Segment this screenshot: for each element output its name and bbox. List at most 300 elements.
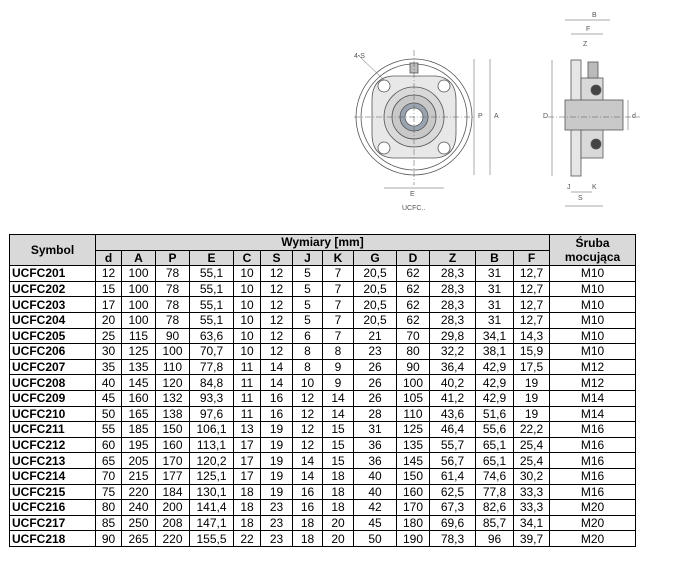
value-cell: 26 [354, 375, 397, 391]
value-cell: 41,2 [430, 390, 476, 406]
value-cell: 17 [234, 437, 261, 453]
value-cell: 9 [323, 359, 354, 375]
value-cell: 77,8 [190, 359, 234, 375]
value-cell: 23 [261, 515, 293, 531]
value-cell: 70 [397, 328, 430, 344]
symbol-cell: UCFC202 [10, 281, 96, 297]
value-cell: 180 [397, 515, 430, 531]
value-cell: 70 [96, 468, 122, 484]
screw-cell: M10 [550, 281, 636, 297]
value-cell: 65 [96, 453, 122, 469]
column-header-D: D [397, 250, 430, 266]
value-cell: 18 [234, 515, 261, 531]
value-cell: 125 [397, 422, 430, 438]
value-cell: 78,3 [430, 531, 476, 547]
value-cell: 31 [476, 281, 514, 297]
screw-cell: M12 [550, 375, 636, 391]
value-cell: 25,4 [514, 437, 550, 453]
symbol-cell: UCFC213 [10, 453, 96, 469]
value-cell: 15 [323, 453, 354, 469]
value-cell: 14 [261, 375, 293, 391]
value-cell: 12 [293, 422, 323, 438]
value-cell: 8 [293, 359, 323, 375]
value-cell: 12 [293, 390, 323, 406]
label-d-housing: D [543, 113, 549, 120]
value-cell: 132 [156, 390, 190, 406]
value-cell: 135 [397, 437, 430, 453]
column-header-C: C [234, 250, 261, 266]
label-k: K [592, 184, 597, 191]
table-row [10, 328, 636, 344]
symbol-cell: UCFC214 [10, 468, 96, 484]
screw-cell: M14 [550, 390, 636, 406]
value-cell: 90 [397, 359, 430, 375]
value-cell: 10 [234, 328, 261, 344]
label-e: E [410, 191, 415, 198]
value-cell: 12 [96, 266, 122, 282]
value-cell: 160 [156, 437, 190, 453]
value-cell: 25,4 [514, 453, 550, 469]
value-cell: 19 [261, 468, 293, 484]
value-cell: 13 [234, 422, 261, 438]
label-a: A [494, 113, 499, 120]
value-cell: 56,7 [430, 453, 476, 469]
value-cell: 10 [234, 344, 261, 360]
value-cell: 19 [261, 484, 293, 500]
value-cell: 22,2 [514, 422, 550, 438]
value-cell: 7 [323, 281, 354, 297]
value-cell: 147,1 [190, 515, 234, 531]
symbol-cell: UCFC208 [10, 375, 96, 391]
value-cell: 10 [234, 281, 261, 297]
value-cell: 170 [156, 453, 190, 469]
value-cell: 45 [354, 515, 397, 531]
value-cell: 80 [96, 500, 122, 516]
value-cell: 93,3 [190, 390, 234, 406]
column-header-K: K [323, 250, 354, 266]
value-cell: 26 [354, 390, 397, 406]
value-cell: 84,8 [190, 375, 234, 391]
symbol-cell: UCFC216 [10, 500, 96, 516]
value-cell: 20 [323, 531, 354, 547]
value-cell: 100 [122, 281, 156, 297]
column-header-J: J [293, 250, 323, 266]
value-cell: 35 [96, 359, 122, 375]
value-cell: 7 [323, 266, 354, 282]
value-cell: 60 [96, 437, 122, 453]
value-cell: 155,5 [190, 531, 234, 547]
dimensions-table [9, 234, 636, 547]
screw-cell: M16 [550, 453, 636, 469]
value-cell: 42 [354, 500, 397, 516]
value-cell: 100 [156, 344, 190, 360]
column-header-G: G [354, 250, 397, 266]
value-cell: 110 [156, 359, 190, 375]
value-cell: 105 [397, 390, 430, 406]
value-cell: 28 [354, 406, 397, 422]
value-cell: 67,3 [430, 500, 476, 516]
side-view [548, 20, 640, 206]
screw-cell: M10 [550, 266, 636, 282]
value-cell: 31 [476, 297, 514, 313]
value-cell: 19 [514, 390, 550, 406]
value-cell: 150 [156, 422, 190, 438]
value-cell: 36,4 [430, 359, 476, 375]
value-cell: 20 [96, 312, 122, 328]
value-cell: 82,6 [476, 500, 514, 516]
value-cell: 55,6 [476, 422, 514, 438]
table-row [10, 406, 636, 422]
value-cell: 38,1 [476, 344, 514, 360]
value-cell: 15,9 [514, 344, 550, 360]
value-cell: 18 [234, 484, 261, 500]
table-row [10, 453, 636, 469]
value-cell: 190 [397, 531, 430, 547]
value-cell: 74,6 [476, 468, 514, 484]
value-cell: 75 [96, 484, 122, 500]
value-cell: 23 [261, 531, 293, 547]
value-cell: 215 [122, 468, 156, 484]
table-row [10, 515, 636, 531]
value-cell: 160 [397, 484, 430, 500]
header-row-columns [10, 250, 636, 266]
column-header-S: S [261, 250, 293, 266]
value-cell: 19 [261, 453, 293, 469]
value-cell: 30,2 [514, 468, 550, 484]
value-cell: 20,5 [354, 266, 397, 282]
symbol-cell: UCFC205 [10, 328, 96, 344]
symbol-cell: UCFC211 [10, 422, 96, 438]
label-j: J [567, 184, 571, 191]
value-cell: 78 [156, 281, 190, 297]
value-cell: 31 [354, 422, 397, 438]
table-row [10, 531, 636, 547]
value-cell: 195 [122, 437, 156, 453]
value-cell: 20 [323, 515, 354, 531]
value-cell: 11 [234, 375, 261, 391]
value-cell: 36 [354, 437, 397, 453]
symbol-cell: UCFC218 [10, 531, 96, 547]
value-cell: 14 [261, 359, 293, 375]
value-cell: 85 [96, 515, 122, 531]
value-cell: 20,5 [354, 312, 397, 328]
value-cell: 29,8 [430, 328, 476, 344]
table-row [10, 344, 636, 360]
value-cell: 220 [122, 484, 156, 500]
value-cell: 32,2 [430, 344, 476, 360]
screw-cell: M16 [550, 422, 636, 438]
value-cell: 78 [156, 266, 190, 282]
value-cell: 100 [122, 312, 156, 328]
value-cell: 50 [96, 406, 122, 422]
value-cell: 106,1 [190, 422, 234, 438]
value-cell: 10 [234, 266, 261, 282]
screw-cell: M10 [550, 312, 636, 328]
value-cell: 14 [293, 468, 323, 484]
value-cell: 40 [354, 468, 397, 484]
value-cell: 50 [354, 531, 397, 547]
value-cell: 170 [397, 500, 430, 516]
value-cell: 250 [122, 515, 156, 531]
value-cell: 21 [354, 328, 397, 344]
value-cell: 17 [96, 297, 122, 313]
value-cell: 165 [122, 406, 156, 422]
front-view [354, 50, 490, 188]
value-cell: 205 [122, 453, 156, 469]
table-row [10, 422, 636, 438]
value-cell: 138 [156, 406, 190, 422]
screw-cell: M10 [550, 344, 636, 360]
symbol-cell: UCFC212 [10, 437, 96, 453]
value-cell: 62,5 [430, 484, 476, 500]
table-row [10, 484, 636, 500]
value-cell: 10 [293, 375, 323, 391]
table-row [10, 359, 636, 375]
table-row [10, 437, 636, 453]
value-cell: 46,4 [430, 422, 476, 438]
value-cell: 85,7 [476, 515, 514, 531]
value-cell: 141,4 [190, 500, 234, 516]
value-cell: 220 [156, 531, 190, 547]
symbol-cell: UCFC209 [10, 390, 96, 406]
value-cell: 6 [293, 328, 323, 344]
value-cell: 115 [122, 328, 156, 344]
value-cell: 16 [293, 484, 323, 500]
value-cell: 20,5 [354, 297, 397, 313]
value-cell: 16 [261, 390, 293, 406]
symbol-cell: UCFC201 [10, 266, 96, 282]
value-cell: 18 [293, 531, 323, 547]
value-cell: 40,2 [430, 375, 476, 391]
value-cell: 30 [96, 344, 122, 360]
value-cell: 33,3 [514, 484, 550, 500]
value-cell: 42,9 [476, 375, 514, 391]
value-cell: 23 [354, 344, 397, 360]
symbol-cell: UCFC203 [10, 297, 96, 313]
header-row-top [10, 235, 636, 251]
value-cell: 28,3 [430, 281, 476, 297]
value-cell: 31 [476, 312, 514, 328]
drawing-caption: UCFC.. [402, 205, 426, 212]
value-cell: 177 [156, 468, 190, 484]
label-b: B [592, 12, 597, 19]
value-cell: 19 [514, 406, 550, 422]
value-cell: 185 [122, 422, 156, 438]
label-f: F [586, 26, 591, 33]
value-cell: 97,6 [190, 406, 234, 422]
screw-cell: M14 [550, 406, 636, 422]
value-cell: 19 [261, 422, 293, 438]
value-cell: 20,5 [354, 281, 397, 297]
value-cell: 8 [323, 344, 354, 360]
value-cell: 12,7 [514, 281, 550, 297]
value-cell: 26 [354, 359, 397, 375]
value-cell: 77,8 [476, 484, 514, 500]
value-cell: 145 [397, 453, 430, 469]
value-cell: 12 [261, 344, 293, 360]
value-cell: 12 [261, 312, 293, 328]
value-cell: 7 [323, 328, 354, 344]
value-cell: 240 [122, 500, 156, 516]
value-cell: 69,6 [430, 515, 476, 531]
value-cell: 90 [156, 328, 190, 344]
screw-cell: M20 [550, 500, 636, 516]
value-cell: 120 [156, 375, 190, 391]
value-cell: 28,3 [430, 312, 476, 328]
value-cell: 33,3 [514, 500, 550, 516]
value-cell: 15 [323, 422, 354, 438]
screw-cell: M20 [550, 531, 636, 547]
value-cell: 55,7 [430, 437, 476, 453]
value-cell: 11 [234, 390, 261, 406]
value-cell: 16 [261, 406, 293, 422]
value-cell: 14,3 [514, 328, 550, 344]
column-header-Z: Z [430, 250, 476, 266]
screw-cell: M16 [550, 437, 636, 453]
value-cell: 70,7 [190, 344, 234, 360]
value-cell: 55,1 [190, 266, 234, 282]
value-cell: 28,3 [430, 266, 476, 282]
value-cell: 19 [514, 375, 550, 391]
value-cell: 18 [234, 500, 261, 516]
value-cell: 28,3 [430, 297, 476, 313]
value-cell: 16 [293, 500, 323, 516]
value-cell: 10 [234, 297, 261, 313]
value-cell: 160 [122, 390, 156, 406]
value-cell: 12 [293, 406, 323, 422]
value-cell: 62 [397, 281, 430, 297]
value-cell: 22 [234, 531, 261, 547]
label-d-bore: d [632, 113, 636, 120]
value-cell: 18 [293, 515, 323, 531]
value-cell: 14 [293, 453, 323, 469]
header-screw: Śruba mocująca [550, 235, 636, 266]
symbol-cell: UCFC207 [10, 359, 96, 375]
symbol-cell: UCFC217 [10, 515, 96, 531]
value-cell: 40 [354, 484, 397, 500]
value-cell: 200 [156, 500, 190, 516]
value-cell: 7 [323, 312, 354, 328]
value-cell: 135 [122, 359, 156, 375]
value-cell: 34,1 [476, 328, 514, 344]
screw-cell: M16 [550, 468, 636, 484]
value-cell: 90 [96, 531, 122, 547]
value-cell: 40 [96, 375, 122, 391]
table-row [10, 281, 636, 297]
table-row [10, 500, 636, 516]
value-cell: 5 [293, 281, 323, 297]
value-cell: 55,1 [190, 297, 234, 313]
value-cell: 42,9 [476, 359, 514, 375]
screw-cell: M20 [550, 515, 636, 531]
symbol-cell: UCFC215 [10, 484, 96, 500]
table-row [10, 468, 636, 484]
header-dimensions: Wymiary [mm] [96, 235, 550, 251]
table-row [10, 375, 636, 391]
bearing-technical-drawing [0, 0, 677, 225]
symbol-cell: UCFC210 [10, 406, 96, 422]
value-cell: 31 [476, 266, 514, 282]
value-cell: 96 [476, 531, 514, 547]
value-cell: 5 [293, 312, 323, 328]
value-cell: 55 [96, 422, 122, 438]
value-cell: 55,1 [190, 312, 234, 328]
value-cell: 12 [261, 297, 293, 313]
value-cell: 61,4 [430, 468, 476, 484]
value-cell: 18 [323, 500, 354, 516]
value-cell: 11 [234, 359, 261, 375]
value-cell: 14 [323, 390, 354, 406]
value-cell: 12 [261, 266, 293, 282]
value-cell: 18 [323, 468, 354, 484]
value-cell: 12 [293, 437, 323, 453]
label-p: P [478, 113, 483, 120]
value-cell: 36 [354, 453, 397, 469]
value-cell: 14 [323, 406, 354, 422]
value-cell: 17 [234, 468, 261, 484]
value-cell: 63,6 [190, 328, 234, 344]
column-header-E: E [190, 250, 234, 266]
label-s: S [578, 195, 583, 202]
value-cell: 5 [293, 266, 323, 282]
value-cell: 125,1 [190, 468, 234, 484]
value-cell: 25 [96, 328, 122, 344]
value-cell: 110 [397, 406, 430, 422]
value-cell: 65,1 [476, 453, 514, 469]
value-cell: 17 [234, 453, 261, 469]
value-cell: 23 [261, 500, 293, 516]
label-4-s: 4-S [354, 53, 365, 60]
value-cell: 18 [323, 484, 354, 500]
value-cell: 43,6 [430, 406, 476, 422]
value-cell: 15 [323, 437, 354, 453]
symbol-cell: UCFC206 [10, 344, 96, 360]
value-cell: 12 [261, 281, 293, 297]
value-cell: 78 [156, 297, 190, 313]
value-cell: 10 [234, 312, 261, 328]
value-cell: 184 [156, 484, 190, 500]
value-cell: 62 [397, 312, 430, 328]
label-z: Z [583, 41, 588, 48]
value-cell: 145 [122, 375, 156, 391]
column-header-B: B [476, 250, 514, 266]
value-cell: 120,2 [190, 453, 234, 469]
value-cell: 55,1 [190, 281, 234, 297]
value-cell: 17,5 [514, 359, 550, 375]
table-row [10, 297, 636, 313]
header-symbol: Symbol [10, 235, 96, 266]
value-cell: 113,1 [190, 437, 234, 453]
value-cell: 39,7 [514, 531, 550, 547]
table-row [10, 390, 636, 406]
value-cell: 100 [122, 297, 156, 313]
column-header-P: P [156, 250, 190, 266]
value-cell: 15 [96, 281, 122, 297]
value-cell: 19 [261, 437, 293, 453]
value-cell: 65,1 [476, 437, 514, 453]
column-header-d: d [96, 250, 122, 266]
value-cell: 34,1 [514, 515, 550, 531]
value-cell: 150 [397, 468, 430, 484]
value-cell: 100 [122, 266, 156, 282]
value-cell: 62 [397, 297, 430, 313]
value-cell: 208 [156, 515, 190, 531]
symbol-cell: UCFC204 [10, 312, 96, 328]
value-cell: 12,7 [514, 312, 550, 328]
value-cell: 100 [397, 375, 430, 391]
value-cell: 51,6 [476, 406, 514, 422]
value-cell: 62 [397, 266, 430, 282]
